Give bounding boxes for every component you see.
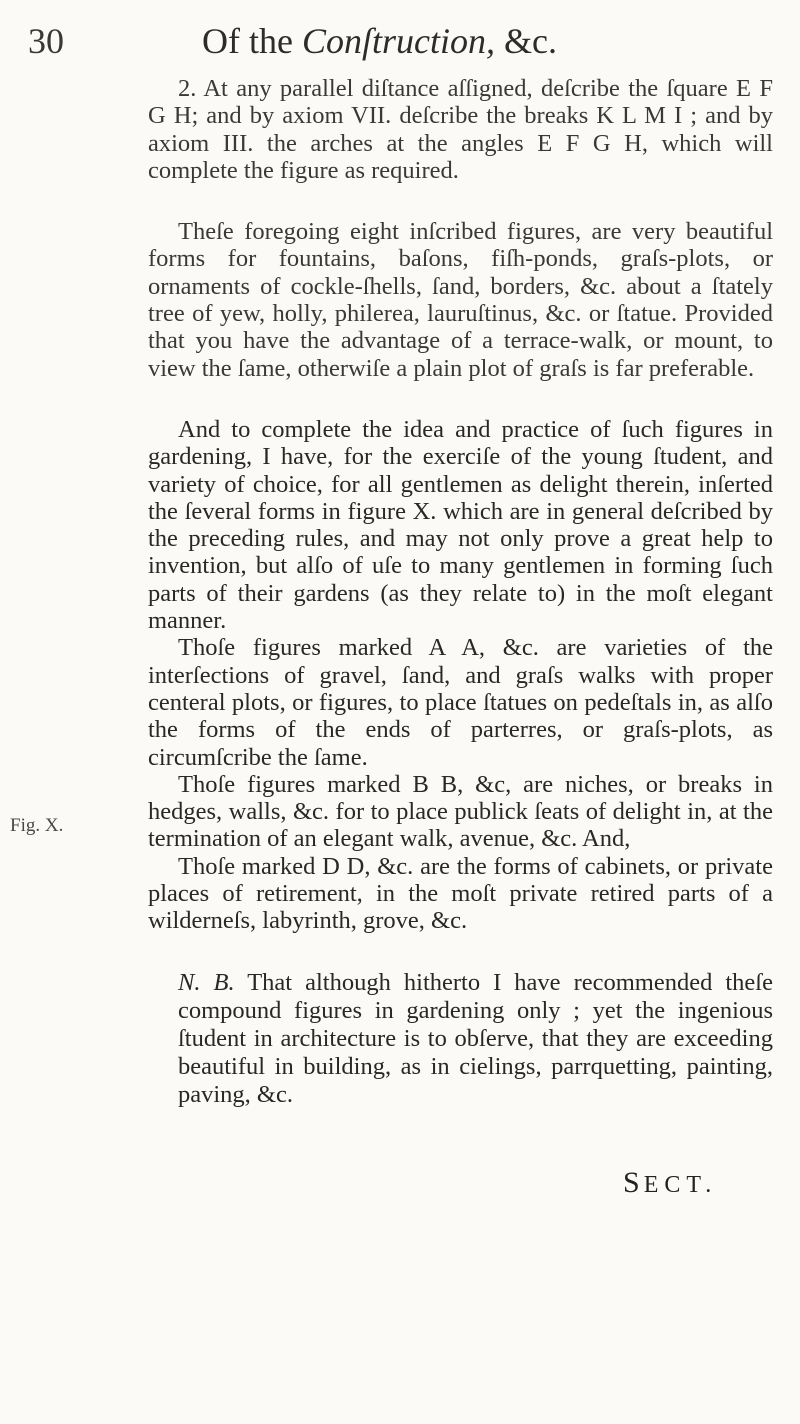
catchword-initial: S <box>623 1166 644 1199</box>
paragraph-figures-dd: Thoſe marked D D, &c. are the forms of cabinets, or private places of retirement, in the moſt private retired parts of a wilderneſs, labyrinth, grove, &c. <box>148 852 773 935</box>
running-head-italic: Conſtruction, <box>301 21 495 61</box>
paragraph-axiom-construction: 2. At any parallel diſtance aſſigned, deſcribe the ſquare E F G H; and by axiom VII. deſcribe the breaks K L M I ; and by axiom III. the arches at the angles E F G H, which will complete the figure as required. <box>148 75 773 184</box>
running-head-prefix: Of the <box>202 21 293 61</box>
catchword-rest: ECT. <box>643 1172 718 1198</box>
paragraph-figures-bb: Thoſe figures marked B B, &c, are niches, or breaks in hedges, walls, &c. for to place publick ſeats of delight in, at the termination of an elegant walk, avenue, &c. And, <box>148 770 773 853</box>
running-head <box>202 20 557 62</box>
body-text <box>148 75 773 1110</box>
margin-note-figure: Fig. X. <box>10 815 64 836</box>
nota-bene-text: That although hitherto I have recommended theſe compound figures in gardening only ; yet the ingenious ſtudent in architecture is to obſerve, that they are exceeding beautiful in building, as in cielings, parrquetting, painting, paving, &c. <box>178 968 773 1109</box>
page-number: 30 <box>28 21 64 61</box>
nota-bene-label: N. B. <box>178 968 235 996</box>
paragraph-figures-aa: Thoſe figures marked A A, &c. are varieties of the interſections of gravel, ſand, and graſs walks with proper centeral plots, or figures, to place ſtatues on pedeſtals in, as alſo the forms of the ends of parterres, or graſs-plots, as circumſcribe the ſame. <box>148 634 773 771</box>
nota-bene-note <box>148 969 773 1110</box>
paragraph-inscribed-figures: Theſe foregoing eight inſcribed figures, are very beautiful forms for fountains, baſons, fiſh-ponds, graſs-plots, or ornaments of cockle-ſhells, ſand, borders, &c. about a ſtately tree of yew, holly, philerea, lauruſtinus, &c. or ſtatue. Provided that you have the advantage of a terrace-walk, or mount, to view the ſame, otherwiſe a plain plot of graſs is far preferable. <box>148 218 773 382</box>
page-header <box>28 20 760 70</box>
catchword <box>623 1166 717 1200</box>
running-head-suffix: &c. <box>503 21 557 61</box>
paragraph-figure-x: And to complete the idea and practice of ſuch figures in gardening, I have, for the exerciſe of the young ſtudent, and variety of choice, for all gentlemen as delight therein, inſerted the ſeveral forms in figure X. which are in general deſcribed by the preceding rules, and may not only prove a great help to invention, but alſo of uſe to many gentlemen in forming ſuch parts of their gardens (as they relate to) in the moſt elegant manner. <box>148 415 773 635</box>
